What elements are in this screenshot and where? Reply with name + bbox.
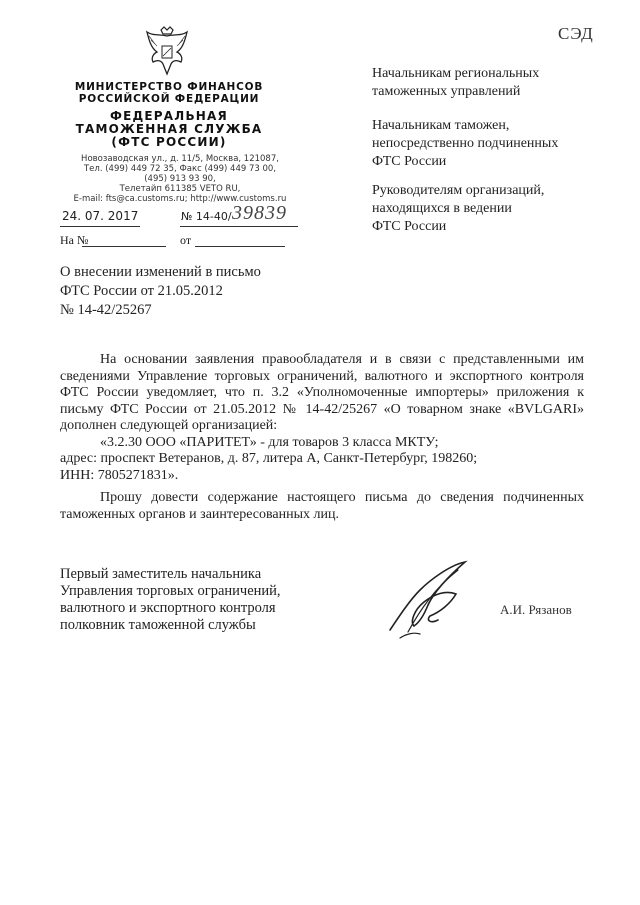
- service-line-1: ФЕДЕРАЛЬНАЯ: [110, 109, 228, 123]
- recipient-line: Руководителям организаций,: [372, 183, 545, 198]
- signatory-title-line: полковник таможенной службы: [60, 617, 256, 633]
- ministry-name: [60, 81, 278, 105]
- subject-line-3: № 14-42/25267: [60, 302, 152, 318]
- reference-number-line: [82, 246, 166, 247]
- signer-name: А.И. Рязанов: [500, 602, 572, 617]
- reference-date-line: [195, 246, 285, 247]
- contact-address: [60, 154, 300, 204]
- recipient-line: таможенных управлений: [372, 84, 521, 99]
- registration-number-handwritten: 39839: [232, 202, 287, 224]
- body-paragraph-2: Прошу довести содержание настоящего письма до сведения подчиненных таможенных органов и заинтересованных лиц.: [60, 490, 584, 522]
- subject-line-2: ФТС России от 21.05.2012: [60, 283, 223, 299]
- body-paragraph-1: На основании заявления правообладателя и в связи с представленными им сведениями Управление торговых ограничений, валютного и экспортного контроля ФТС России уведомляет, что п. 3.2 «Уполномоченные импортеры» приложения к письму ФТС России от 21.05.2012 № 14-42/25267 «О товарном знаке «BVLGARI» дополнен следующей организацией:: [60, 352, 584, 433]
- service-name: [60, 110, 278, 149]
- recipient-line: Начальникам таможен,: [372, 118, 510, 133]
- registration-number-label: № 14-40/: [181, 210, 232, 223]
- date-underline: [60, 226, 140, 227]
- reference-number-label: На №: [60, 233, 89, 247]
- registration-date: 24. 07. 2017: [62, 209, 139, 223]
- service-line-2: ТАМОЖЕННАЯ СЛУЖБА: [75, 122, 263, 136]
- signatory-title: [60, 566, 281, 634]
- recipient-line: ФТС России: [372, 219, 447, 234]
- address-line-5: E-mail: fts@ca.customs.ru; http://www.customs.ru: [73, 194, 287, 204]
- letter-subject: [60, 263, 261, 320]
- recipient-line: ФТС России: [372, 154, 447, 169]
- subject-line-1: О внесении изменений в письмо: [60, 264, 261, 280]
- recipient-line: находящихся в ведении: [372, 201, 512, 216]
- reference-date-label: от: [180, 233, 192, 247]
- signatory-title-line: валютного и экспортного контроля: [60, 600, 276, 616]
- recipient-group-3: [372, 182, 602, 236]
- recipient-group-2: [372, 117, 602, 171]
- organization-address-line: адрес: проспект Ветеранов, д. 87, литера А, Санкт-Петербург, 198260;: [60, 451, 478, 466]
- address-line-4: Телетайп 611385 VETO RU,: [119, 184, 241, 194]
- added-organization-line: «3.2.30 ООО «ПАРИТЕТ» - для товаров 3 класса МКТУ;: [100, 434, 439, 450]
- coat-of-arms-emblem-icon: [143, 26, 191, 78]
- letter-body: [60, 352, 584, 523]
- address-line-3: (495) 913 93 90,: [144, 174, 216, 184]
- address-line-2: Тел. (499) 449 72 35, Факс (499) 449 73 00,: [83, 164, 277, 174]
- organization-inn-line: ИНН: 7805271831».: [60, 467, 179, 483]
- address-line-1: Новозаводская ул., д. 11/5, Москва, 121087,: [81, 154, 279, 164]
- sed-mark: СЭД: [558, 24, 594, 43]
- handwritten-signature: [380, 560, 490, 645]
- recipient-line: Начальникам региональных: [372, 66, 540, 81]
- service-line-3: (ФТС РОССИИ): [111, 135, 227, 149]
- signatory-title-line: Управления торговых ограничений,: [60, 583, 281, 599]
- signatory-title-line: Первый заместитель начальника: [60, 566, 262, 582]
- recipient-group-1: [372, 65, 602, 101]
- ministry-line-2: РОССИЙСКОЙ ФЕДЕРАЦИИ: [78, 93, 260, 105]
- recipient-line: непосредственно подчиненных: [372, 136, 559, 151]
- ministry-line-1: МИНИСТЕРСТВО ФИНАНСОВ: [74, 81, 264, 93]
- number-underline: [180, 226, 298, 227]
